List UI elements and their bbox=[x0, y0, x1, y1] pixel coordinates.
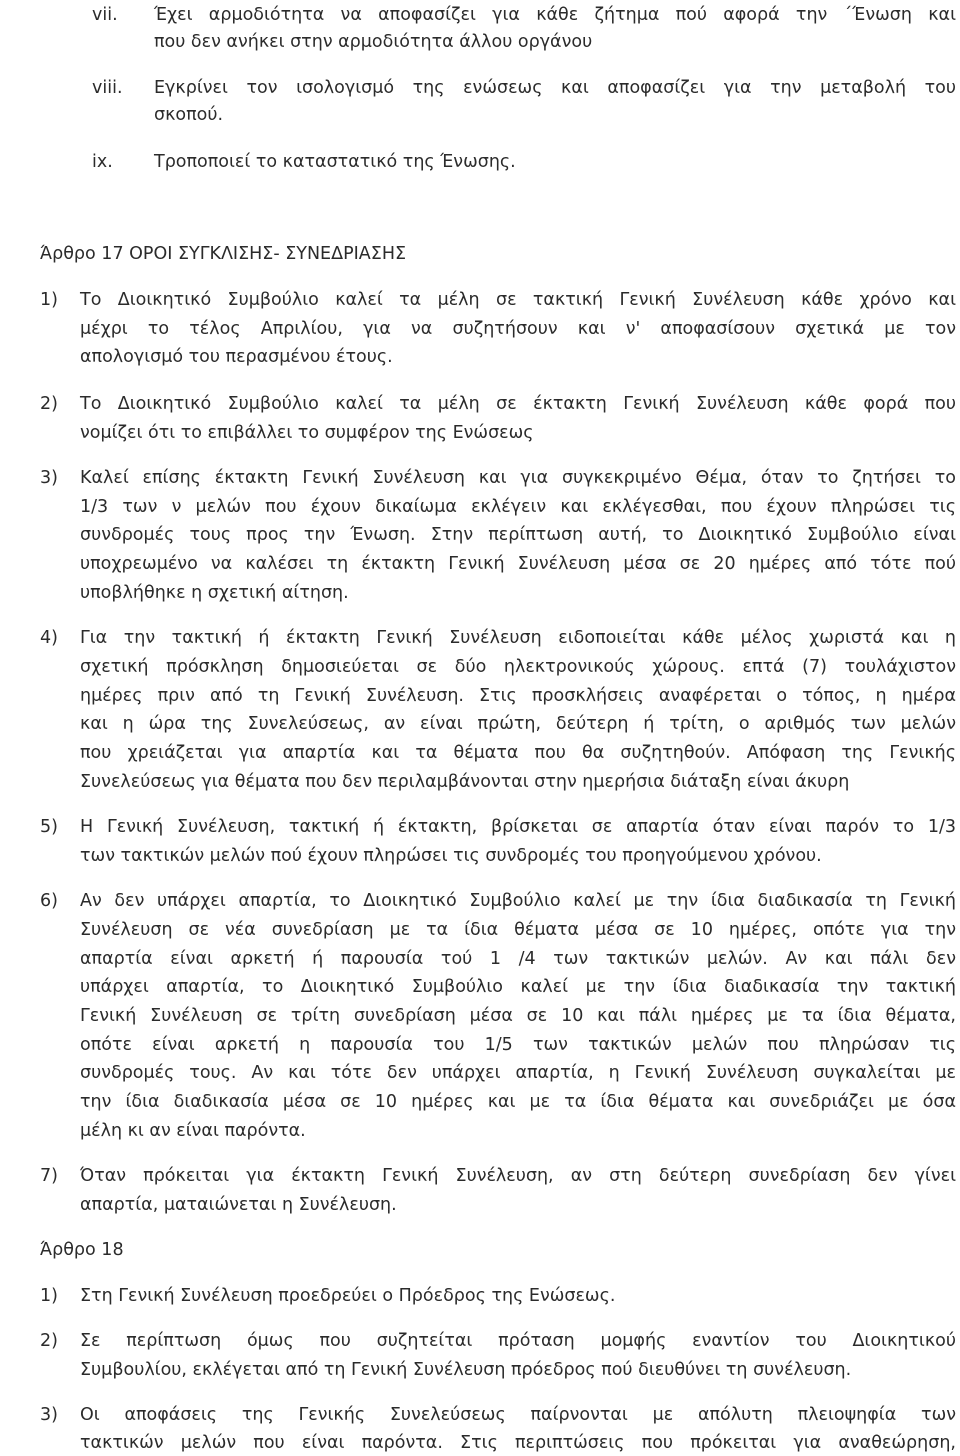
paragraph-line: που χρειάζεται για απαρτία και τα θέματα που θα συζητηθούν. Απόφαση της Γενικής bbox=[80, 743, 956, 763]
paragraph-line: οπότε είναι αρκετή η παρουσία του 1/5 των τακτικών μελών που πληρώσαν τις bbox=[80, 1035, 956, 1055]
paragraph-line: συνδρομές τους προς την Ένωση. Στην περίπτωση αυτή, το Διοικητικό Συμβούλιο είναι bbox=[80, 525, 956, 545]
paragraph-line: και η ώρα της Συνελεύσεως, αν είναι πρώτη, δεύτερη ή τρίτη, ο αριθμός των μελών bbox=[80, 714, 956, 734]
paragraph-number: 5) bbox=[40, 817, 58, 837]
paragraph-number: 2) bbox=[40, 394, 58, 414]
paragraph-number: 3) bbox=[40, 1405, 58, 1425]
paragraph-line: Γενική Συνέλευση σε τρίτη συνεδρίαση μέσα σε 10 και πάλι ημέρες με τα ίδια θέματα, bbox=[80, 1006, 956, 1026]
paragraph-line: Σε περίπτωση όμως που συζητείται πρόταση μομφής εναντίον του Διοικητικού bbox=[80, 1331, 956, 1351]
paragraph-line: υπάρχει απαρτία, το Διοικητικό Συμβούλιο καλεί με την ίδια διαδικασία την τακτική bbox=[80, 977, 956, 997]
paragraph-line: Συνέλευση σε νέα συνεδρίαση με τα ίδια θέματα μέσα σε 10 ημέρες, οπότε για την bbox=[80, 920, 956, 940]
paragraph-line: σχετική πρόσκληση δημοσιεύεται σε δύο ηλεκτρονικούς χώρους. επτά (7) τουλάχιστον bbox=[80, 657, 956, 677]
paragraph-line: Αν δεν υπάρχει απαρτία, το Διοικητικό Συμβούλιο καλεί με την ίδια διαδικασία τη Γενική bbox=[80, 891, 956, 911]
paragraph-line: απολογισμό του περασμένου έτους. bbox=[80, 347, 393, 367]
paragraph-number: 4) bbox=[40, 628, 58, 648]
paragraph-number: 3) bbox=[40, 468, 58, 488]
paragraph-number: 2) bbox=[40, 1331, 58, 1351]
list-item-text: Εγκρίνει τον ισολογισμό της ενώσεως και αποφασίζει για την μεταβολή του bbox=[154, 78, 956, 98]
article-18-heading: Άρθρο 18 bbox=[40, 1240, 124, 1260]
paragraph-number: 6) bbox=[40, 891, 58, 911]
paragraph-line: μέχρι το τέλος Απριλίου, για να συζητήσουν και ν' αποφασίσουν σχετικά με τον bbox=[80, 319, 956, 339]
list-item-text: που δεν ανήκει στην αρμοδιότητα άλλου οργάνου bbox=[154, 32, 593, 52]
paragraph-number: 1) bbox=[40, 1286, 58, 1306]
paragraph-line: Στη Γενική Συνέλευση προεδρεύει ο Πρόεδρος της Ενώσεως. bbox=[80, 1286, 616, 1306]
paragraph-line: απαρτία είναι αρκετή ή παρουσία τού 1 /4 των τακτικών μελών. Αν και πάλι δεν bbox=[80, 949, 956, 969]
paragraph-line: απαρτία, ματαιώνεται η Συνέλευση. bbox=[80, 1195, 397, 1215]
list-item-text: Έχει αρμοδιότητα να αποφασίζει για κάθε ζήτημα πού αφορά την ΄Ένωση και bbox=[154, 5, 956, 25]
list-item-label: viii. bbox=[92, 78, 123, 98]
paragraph-number: 1) bbox=[40, 290, 58, 310]
paragraph-line: τακτικών μελών που είναι παρόντα. Στις περιπτώσεις που πρόκειται για αναθεώρηση, bbox=[80, 1433, 956, 1453]
paragraph-line: υποχρεωμένο να καλέσει τη έκτακτη Γενική Συνέλευση μέσα σε 20 ημέρες από τότε πού bbox=[80, 554, 956, 574]
paragraph-line: των τακτικών μελών πού έχουν πληρώσει τις συνδρομές του προηγούμενου χρόνου. bbox=[80, 846, 822, 866]
list-item-label: vii. bbox=[92, 5, 118, 25]
paragraph-line: Για την τακτική ή έκτακτη Γενική Συνέλευση ειδοποιείται κάθε μέλος χωριστά και η bbox=[80, 628, 956, 648]
paragraph-line: 1/3 των ν μελών που έχουν δικαίωμα εκλέγειν και εκλέγεσθαι, που έχουν πληρώσει τις bbox=[80, 497, 956, 517]
paragraph-line: Συνελεύσεως για θέματα που δεν περιλαμβάνονται στην ημερήσια διάταξη είναι άκυρη bbox=[80, 772, 850, 792]
paragraph-line: υποβλήθηκε η σχετική αίτηση. bbox=[80, 583, 349, 603]
paragraph-line: την ίδια διαδικασία μέσα σε 10 ημέρες και με τα ίδια θέματα και συνεδριάζει με όσα bbox=[80, 1092, 956, 1112]
paragraph-line: Το Διοικητικό Συμβούλιο καλεί τα μέλη σε έκτακτη Γενική Συνέλευση κάθε φορά που bbox=[80, 394, 956, 414]
paragraph-number: 7) bbox=[40, 1166, 58, 1186]
paragraph-line: Καλεί επίσης έκτακτη Γενική Συνέλευση και για συγκεκριμένο Θέμα, όταν το ζητήσει το bbox=[80, 468, 956, 488]
paragraph-line: νομίζει ότι το επιβάλλει το συμφέρον της Ενώσεως bbox=[80, 423, 534, 443]
paragraph-line: Όταν πρόκειται για έκτακτη Γενική Συνέλευση, αν στη δεύτερη συνεδρίαση δεν γίνει bbox=[80, 1166, 956, 1186]
paragraph-line: μέλη κι αν είναι παρόντα. bbox=[80, 1121, 306, 1141]
article-17-heading: Άρθρο 17 ΟΡΟΙ ΣΥΓΚΛΙΣΗΣ- ΣΥΝΕΔΡΙΑΣΗΣ bbox=[40, 244, 407, 264]
list-item-label: ix. bbox=[92, 152, 113, 172]
paragraph-line: Η Γενική Συνέλευση, τακτική ή έκτακτη, βρίσκεται σε απαρτία όταν είναι παρόν το 1/3 bbox=[80, 817, 956, 837]
paragraph-line: συνδρομές τους. Αν και τότε δεν υπάρχει απαρτία, η Γενική Συνέλευση συγκαλείται με bbox=[80, 1063, 956, 1083]
paragraph-line: Οι αποφάσεις της Γενικής Συνελεύσεως παίρνονται με απόλυτη πλειοψηφία των bbox=[80, 1405, 956, 1425]
list-item-text: Τροποποιεί το καταστατικό της Ένωσης. bbox=[154, 152, 516, 172]
paragraph-line: Συμβουλίου, εκλέγεται από τη Γενική Συνέλευση πρόεδρος πού διευθύνει τη συνέλευση. bbox=[80, 1360, 852, 1380]
list-item-text: σκοπού. bbox=[154, 105, 224, 125]
paragraph-line: ημέρες πριν από τη Γενική Συνέλευση. Στις προσκλήσεις αναφέρεται ο τόπος, η ημέρα bbox=[80, 686, 956, 706]
paragraph-line: Το Διοικητικό Συμβούλιο καλεί τα μέλη σε τακτική Γενική Συνέλευση κάθε χρόνο και bbox=[80, 290, 956, 310]
